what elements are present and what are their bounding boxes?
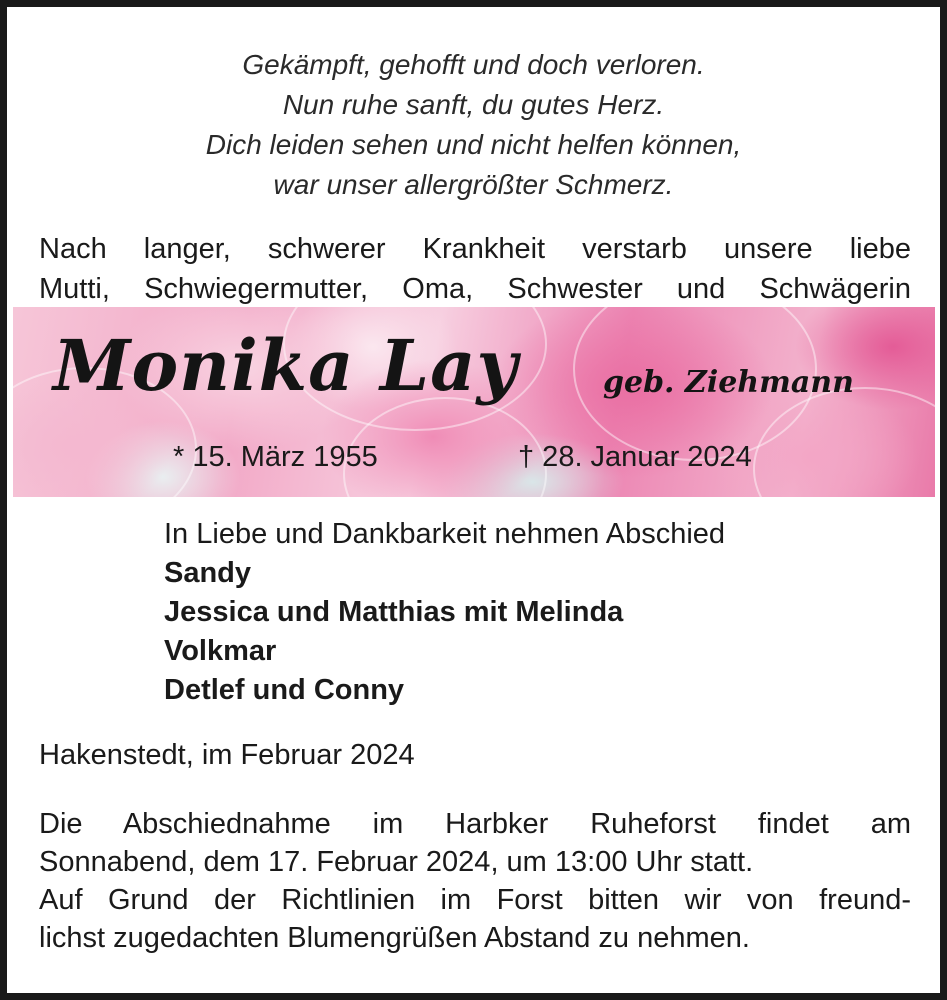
memorial-poem <box>7 45 940 205</box>
farewell-notice <box>39 805 911 957</box>
place-and-date: Hakenstedt, im Februar 2024 <box>39 739 415 771</box>
poem-line: Gekämpft, gehofft und doch verloren. <box>242 49 705 80</box>
mourners-lead: In Liebe und Dankbarkeit nehmen Abschied <box>164 518 726 550</box>
mourner-name: Jessica und Matthias mit Melinda <box>164 596 624 628</box>
deceased-name: Monika Lay <box>53 324 519 407</box>
announcement-line: Mutti, Schwiegermutter, Oma, Schwester und Schwägerin <box>39 273 911 305</box>
poem-line: war unser allergrößter Schmerz. <box>273 169 674 200</box>
death-date: † 28. Januar 2024 <box>518 441 752 473</box>
mourner-name: Sandy <box>164 557 252 589</box>
poem-line: Nun ruhe sanft, du gutes Herz. <box>282 89 665 120</box>
notice-line: Die Abschiednahme im Harbker Ruheforst findet am <box>39 808 911 840</box>
mourner-name: Detlef und Conny <box>164 674 405 706</box>
mourners-list <box>164 515 725 710</box>
announcement-line: Nach langer, schwerer Krankheit verstarb unsere liebe <box>39 233 911 265</box>
birth-date: * 15. März 1955 <box>173 441 378 473</box>
notice-line: lichst zugedachten Blumengrüßen Abstand zu nehmen. <box>39 922 750 954</box>
mourner-name: Volkmar <box>164 635 277 667</box>
notice-line: Sonnabend, dem 17. Februar 2024, um 13:00 Uhr statt. <box>39 846 754 878</box>
poem-line: Dich leiden sehen und nicht helfen können, <box>205 129 742 160</box>
death-announcement <box>39 229 911 309</box>
notice-line: Auf Grund der Richtlinien im Forst bitten wir von freund- <box>39 884 911 916</box>
rose-banner <box>13 307 935 497</box>
maiden-name: geb. Ziehmann <box>603 365 854 400</box>
